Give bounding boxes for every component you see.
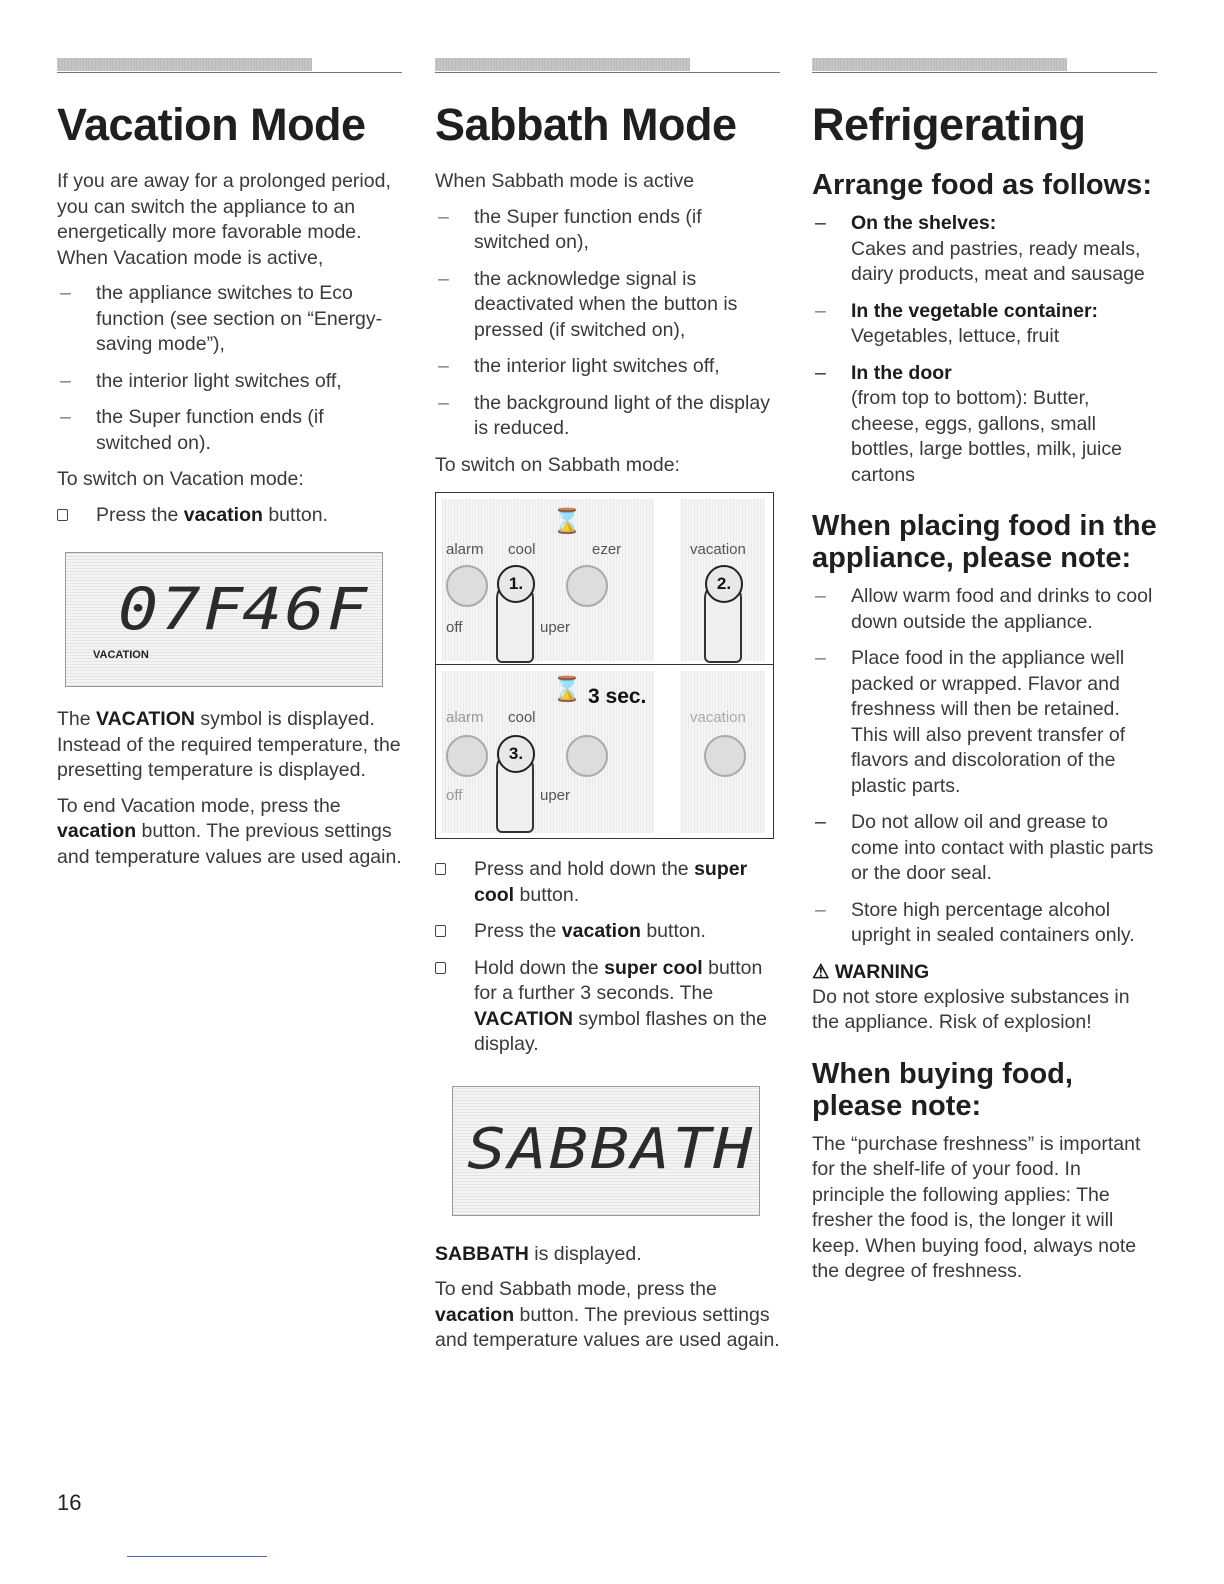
sabbath-end-text: To end Sabbath mode, press the vacation button. The previous settings and temperature values are used again. bbox=[435, 1278, 780, 1351]
vacation-intro: If you are away for a prolonged period, you can switch the appliance to an energetically more favorable mode. When Vacation mode is active, bbox=[57, 170, 391, 269]
checkbox-icon bbox=[435, 962, 446, 974]
vacation-section bbox=[57, 58, 402, 880]
step-2-icon: 2. bbox=[705, 565, 743, 603]
vacation-label: vacation bbox=[690, 541, 746, 558]
warning-text: Do not store explosive substances in the appliance. Risk of explosion! bbox=[812, 985, 1130, 1033]
list-item: – In the vegetable container: Vegetables, lettuce, fruit bbox=[815, 299, 1099, 347]
buying-heading: When buying food, please note: bbox=[812, 1057, 1073, 1122]
sabbath-display-image bbox=[452, 1086, 760, 1216]
section-rule bbox=[57, 58, 402, 73]
sabbath-intro: When Sabbath mode is active bbox=[435, 170, 695, 192]
list-item: – the interior light switches off, bbox=[60, 369, 342, 392]
sabbath-steps bbox=[435, 857, 780, 1058]
vacation-steps bbox=[57, 503, 402, 529]
footer-rule bbox=[127, 1556, 267, 1557]
checkbox-icon bbox=[435, 925, 446, 937]
display-vacation-label: VACATION bbox=[93, 649, 149, 661]
list-item: – Do not allow oil and grease to come into contact with plastic parts or the door seal. bbox=[815, 811, 1154, 884]
warning-label: ⚠ WARNING bbox=[812, 960, 930, 983]
step-item: Press and hold down the super cool button. bbox=[435, 857, 780, 908]
alarm-label: alarm bbox=[446, 541, 484, 558]
arrange-heading: Arrange food as follows: bbox=[812, 169, 1152, 201]
placing-heading: When placing food in the appliance, please note: bbox=[812, 510, 1157, 574]
step-1-icon: 1. bbox=[497, 565, 535, 603]
refrigerating-title: Refrigerating bbox=[812, 99, 1086, 150]
step-item: Hold down the super cool button for a further 3 seconds. The VACATION symbol flashes on the display. bbox=[435, 956, 780, 1058]
list-item: – the interior light switches off, bbox=[438, 355, 720, 377]
list-item: – On the shelves: Cakes and pastries, ready meals, dairy products, meat and sausage bbox=[815, 212, 1145, 285]
buying-text: The “purchase freshness” is important for the shelf-life of your food. In principle the following applies: The fresher the food is, the longer it will keep. When buying food, always note the degree of freshness. bbox=[812, 1132, 1141, 1282]
vacation-display-image bbox=[65, 552, 383, 687]
panel-step-3 bbox=[442, 671, 765, 833]
freezer-button-icon bbox=[566, 735, 608, 777]
list-item: – Store high percentage alcohol upright in sealed containers only. bbox=[815, 898, 1135, 946]
freezer-button-icon bbox=[566, 565, 608, 607]
hourglass-icon: ⌛ bbox=[552, 676, 582, 703]
panel-step-1-2 bbox=[442, 499, 765, 661]
step-item: Press the vacation button. bbox=[435, 919, 780, 945]
vacation-switch-on: To switch on Vacation mode: bbox=[57, 468, 304, 490]
list-item: – Allow warm food and drinks to cool down outside the appliance. bbox=[815, 585, 1153, 633]
refrigerating-section bbox=[812, 58, 1157, 1295]
step-item: Press the vacation button. bbox=[57, 503, 402, 529]
section-rule bbox=[435, 58, 780, 73]
cool-label: cool bbox=[508, 541, 536, 558]
list-item: – the acknowledge signal is deactivated when the button is pressed (if switched on), bbox=[438, 267, 738, 341]
sabbath-effects-list bbox=[435, 205, 780, 442]
alarm-button-icon bbox=[446, 565, 488, 607]
display-sabbath-text: SABBATH bbox=[467, 1116, 755, 1182]
checkbox-icon bbox=[57, 509, 68, 521]
list-item: – the appliance switches to Eco function (see section on “Energy-saving mode”), bbox=[60, 282, 383, 355]
vacation-effects-list bbox=[57, 281, 402, 456]
display-temp-left: 07F bbox=[118, 575, 246, 643]
hourglass-icon: ⌛ bbox=[552, 508, 582, 535]
alarm-button-icon bbox=[446, 735, 488, 777]
off-label: off bbox=[446, 787, 463, 804]
placing-list bbox=[812, 584, 1157, 949]
vacation-end-text: To end Vacation mode, press the vacation button. The previous settings and temperature values are used again. bbox=[57, 794, 402, 868]
checkbox-icon bbox=[435, 863, 446, 875]
vacation-symbol-text: The VACATION symbol is displayed. Instead of the required temperature, the presetting temperature is displayed. bbox=[57, 708, 401, 781]
alarm-label: alarm bbox=[446, 709, 484, 726]
sabbath-switch-on: To switch on Sabbath mode: bbox=[435, 453, 680, 476]
super-label: uper bbox=[540, 787, 571, 804]
list-item: – Place food in the appliance well packed or wrapped. Flavor and freshness will then be retained. This will also prevent transfer of flavors and discoloration of the plastic parts. bbox=[815, 647, 1126, 797]
arrange-list bbox=[812, 211, 1157, 488]
off-label: off bbox=[446, 619, 463, 636]
list-item: – the Super function ends (if switched on), bbox=[438, 205, 702, 253]
three-seconds-label: 3 sec. bbox=[588, 685, 647, 708]
list-item: – In the door (from top to bottom): Butter, cheese, eggs, gallons, small bottles, large bottles, milk, juice cartons bbox=[815, 361, 1122, 486]
sabbath-displayed-text: SABBATH is displayed. bbox=[435, 1242, 642, 1265]
sabbath-section bbox=[435, 58, 780, 1364]
control-panel-illustration bbox=[435, 492, 774, 839]
list-item: – the Super function ends (if switched on). bbox=[60, 406, 324, 454]
freezer-label: ezer bbox=[592, 541, 622, 558]
super-label: uper bbox=[540, 619, 571, 636]
vacation-button-icon bbox=[704, 735, 746, 777]
section-rule bbox=[812, 58, 1157, 73]
page-number: 16 bbox=[57, 1490, 82, 1515]
sabbath-title: Sabbath Mode bbox=[435, 99, 737, 150]
vacation-label: vacation bbox=[690, 709, 746, 726]
display-temp-right: 46F bbox=[242, 575, 370, 643]
list-item: – the background light of the display is reduced. bbox=[438, 391, 770, 439]
step-3-icon: 3. bbox=[497, 735, 535, 773]
vacation-title: Vacation Mode bbox=[57, 99, 366, 150]
cool-label: cool bbox=[508, 709, 536, 726]
